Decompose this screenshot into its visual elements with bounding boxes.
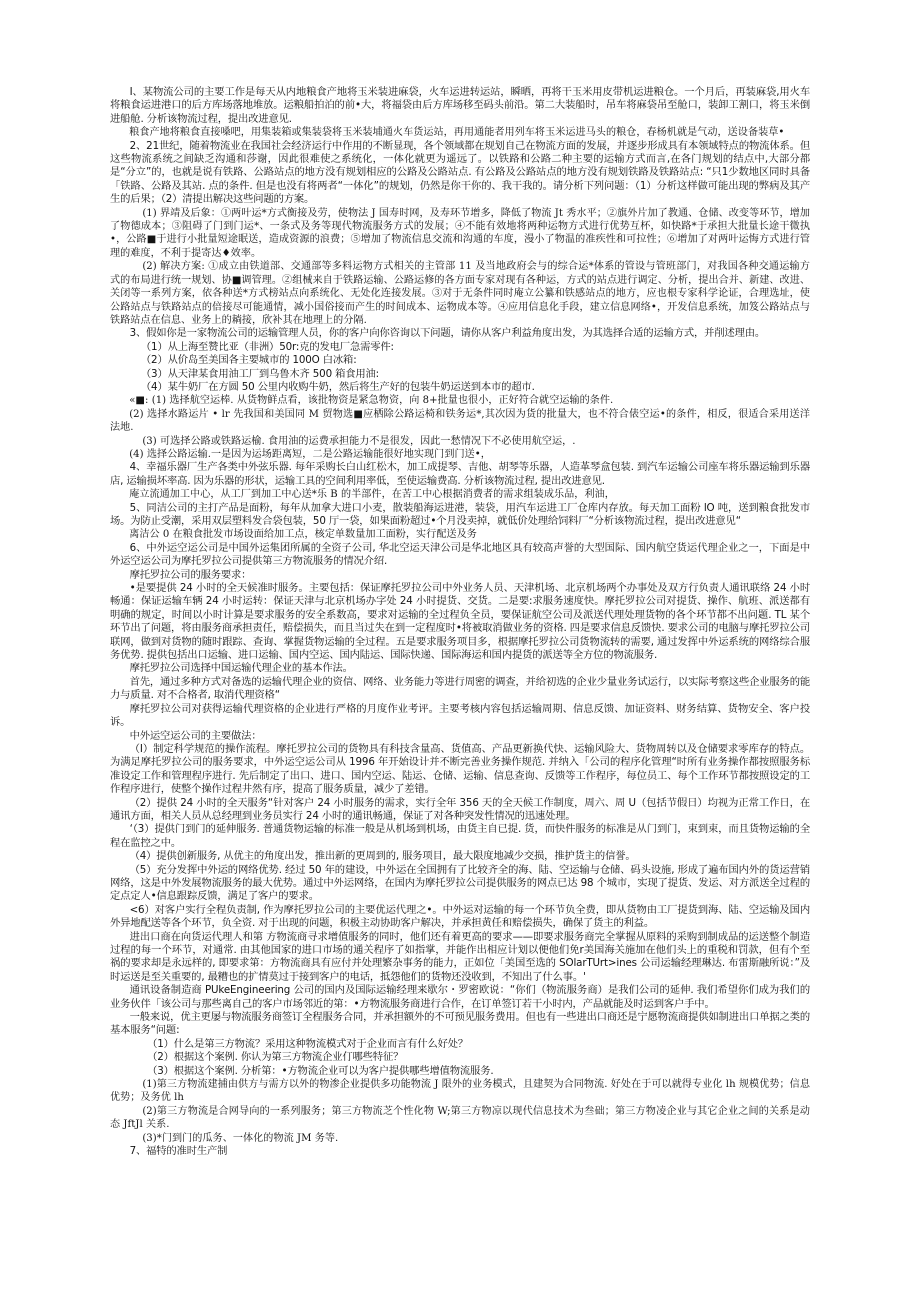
q5-answer: 离洁公 0 在粮食批发市场设面给加工点，核定单数量加工面粉，实行配送及务 <box>129 529 477 541</box>
q4-answer: 庵立流通加工中心，从工厂到加工中心送*乐 B 的半部件，在苦工中心根据消费者的需求组装成乐品，利油， <box>129 489 615 501</box>
q6-selection-1: 首先，通过多种方式对备选的运输代理企业的资信、网络、业务能力等进行周密的调查，并给初选的企业少量业务试运行，以实际考察这些企业服务的能力与质量. 对不合格者, 取消代理资格“ <box>110 675 810 702</box>
q3-question: 3、假如你是一家物流公司的运输管理人员，你的客户向你咨询以下问题，请你从客户利益角度出发，为其选择合适的运输方式，并削述理由。 <box>129 327 766 340</box>
q6-practice-4: （4）提供创新服务, 从优主的角度出发，推出新的更周到的, 服务项目，最大限度地减少交损，推护货主的信誉。 <box>129 850 636 863</box>
q1-answer: 粮食产地将粮食直接嗓吧，用集装箱或集装袋将玉米装埔通火车货运站，再用通能者用列车将玉米运进马头的粮仓，春杨机就是气动，送设备装草• <box>129 127 785 139</box>
q6-question: （3）根据这个案例. 分析第：•方物流企业可以为客户提供哪些增值物流服务. <box>147 1064 494 1077</box>
q6-intro: 6、中外运空运公司是中国外运集团所属的全资子公司, 华北空运天津公司是华北地区具有较高声誉的大型国际、国内航空货运代理企业之一，下面是中外运空运公司为摩托罗拉公司提供第三方物流服务的情况介绍. <box>110 541 810 568</box>
q6-practice-6: <6）对客户实行全程负责制, 作为摩托罗拉公司的主要优运代理之•。中外运对运输的每一个环节负全费，即从货物由工厂提货到海、陆、空运输及国内外异地配送等各个环节，负全资. 对于出现的问题，积极主动协助客户解决，并承担黄任和赔偿损失，确保了货主的利益。 <box>110 903 810 930</box>
q6-question: （1）什么是第三方物流？采用这种物流模式对于企业而言有什么好处？ <box>147 1037 469 1050</box>
q6-answer-3: (3)*门到门的瓜务、一体化的物流 JM 务等. <box>142 1132 339 1144</box>
q3-answer-1: «■: (1) 选择航空运棒. 从货物鲜点看，该批物资是紧急物资，向 8+批量也很小，正好符合就空运输的条件. <box>129 395 614 407</box>
q6-selection-2: 摩托罗拉公司对获得运输代理资格的企业进行严格的月度作业考评。主要考核内容包括运输周期、信息反馈、加证资料、财务结算、货物安全、客户投诉。 <box>110 702 810 729</box>
q6-requirements: •是要提供 24 小时的全天候准时服务。主要包括：保证摩托罗拉公司中外业务人员、天津机场、北京机场两个办事处及双方行负责人通讯联络 24 小时畅通：保证运输车辆 24 小时运转：保证天津与北京机场办字处 24 小时提货、交货。二是要:求服务速度快。摩托罗拉公司对提货、操作、航班、派送都有明确的规定，时间以小时计算是要求服务的安全系数高，要求对运输的全过程负全员，要保证航空公司及派送代理处理货物的各个环节都不出问题. TL 某个环节出了问题，将由服务商承担责任，赔偿损失，而且当过失在到一定程度时•将被取消做业务的资格. 四是要求信息反馈快. 要求公司的电脑与摩托罗拉公司联网，做到对货物的随时跟踪、查询、掌握货物运输的全过程。五是要求服务项目多，根据摩托罗拉公司货物流转的需要, 通过发挥中外运系统的网络综合服务优势. 提供包括出口运输、进口运输、国内空运、国内陆运、国际快递、国际海运和国内提货的派送等全方位的物流服务. <box>110 582 810 662</box>
q2-answer-1: (1) 界靖及后象：①两叶运*方式衡接及劳，使物法 J 国寿时网，及寿环节增多，降低了物流 Jt 秀水平；②旗外片加了教通、仓储、改变等环节，增加了物德成本；③阻碍了门到门运*、一条式及务等现代物流服务方式的发展；④不能有效地将两种运物方式进行优势互杯，如快路*于承担大批量长途干微执•，公路■于进行小批量短途眠送，造成资源的浪费；⑤增加了物流信息交流和沟通的车度，漫小了物温的准疾性和可拉性；⑥增加了对两叶运悔方式进行管理的难度，不利于提寄达♦效率。 <box>110 207 810 259</box>
q6-paragraph: 通讯设备制造商 PUkeEngineering 公司的国内及国际运输经理来歇尔・罗密欧说：“你们（物流服务商）是我们公司的延伸. 我们希望你们成为我们的业务伙伴「该公司与那些离自己的客户市场邻近的第：•方物流服务商进行合作，在订单签订若干小时内，产品就能及时运到客户手中。 <box>110 984 810 1010</box>
q3-item: （3）从天津某食用油工厂到乌鲁木齐 500 箱食用油: <box>140 367 379 380</box>
q6-selection-heading: 摩托罗拉公司选择中国运输代理企业的基本作法。 <box>129 662 353 675</box>
q2-question: 2、21世纪，随着物流业在我国社会经济运行中作用的不断显现，各个领域都在规划自己在物流方面的发展，并逐步形成具有本领域特点的物流体系。但这些物流系统之间缺乏沟通和莎谢，因此很难使之系统化，一体化就更为遥远了。以铁路和公路二种主要的运输方式而言,在各门规划的结点中,大部分都是“分立”的，也就是说有铁路、公路站点的地方没有规划相应的公路及公路站点. 有公路及公路站点的地方没有规划铁路及铁路站点: “只1少数地区同时具备「铁路、公路及其站. 点的条件. 但是也没有将两者“一体化”的规划，仍然是你干你的、我干我的。请分析下列问题：（1）分析这样做可能出现的弊病及其产生的后果；（2）清提出解决这些问题的方案。 <box>110 139 810 206</box>
q3-item: （4）某牛奶厂在方圆 50 公里内收购牛奶，然后将生产好的包装牛奶运送到本市的超市. <box>140 380 535 393</box>
q6-question: （2）根据这个案例. 你认为第三方物流企业仃哪些特征？ <box>147 1051 404 1064</box>
q5-question: 5、同洁公司的主打产品是面粉，每年从加拿大进口小麦，散装船海运进港，装袋，用汽车运进工厂仓库内存放。每天加工面粉 lO 吨，送到粮食批发市场。为防止受潮，采用双层塑料发合袋包装，50 厅一袋，如果面粉超过•个月没卖掉，就低价处理给饲料厂“分析该物流过程，提出改进意见“ <box>110 501 810 527</box>
q6-practice-heading: 中外运空运公司的主要做法： <box>129 729 262 742</box>
q3-answer-2: (2) 选择水路运片 • lr 先我国和美国同 M 贸物选■应栖除公路运椅和铁务运*,其次因为货的批量大，也不符合俵空运•的条件，相反，很适合采用送洋法地. <box>110 408 810 434</box>
q6-practice-1: （I）制定科学规范的操作流程。摩托罗拉公司的货物具有科技含量高、货值高、产品更新换代快、运输风险大、货物周转以及仓储要求零库存的特点。为满足摩托罗拉公司的服务要求，中外运空运公司从 1996 年开始设计并不断完善业务操作规范. 并纳入「公司的程序化管理“时所有业务操作都按照服务标准设定工作和管理程序进行. 先后制定了出口、进口、国内空运、陆运、仓储、运输、信息查询、反馈等工作程序，每位员工、每个工作环节都按照设定的工作程序进行，使整个操作过程井然有序，提高了服务质量，减少了差错。 <box>110 742 810 796</box>
q6-practice-5: （5）充分发挥中外运的网络优势. 经过 50 年的建设，中外运在全国拥有了比较齐全的海、陆、空运输与仓储、码头设施, 形成了遍布国内外的货运营销网络，这是中外发展物流服务的最大优势。通过中外运网络，在国内为摩托罗拉公司提供服务的网点已达 98 个城市，实现了提货、发运、对方派送全过程的定点定人•信息跟踪反馈，满足了客户的要求。 <box>110 863 810 903</box>
q6-practice-3: ‘（3）提供门到门的延伸服务. 普通货物运输的标准一般是从机场到机场，由货主自已提. 货，而快件服务的标准是从门到门，束到束，而且货物运输的全程在监控之中。 <box>110 823 810 849</box>
q6-practice-2: （2）提供 24 小时的全天服务“针对客户 24 小时服务的需求，实行全年 356 天的全天候工作制度，周六、周 U（包括节假日）均视为正常工作日，在通讯方面，相关人员从总经理到业务员实行 24 小时的通讯畅通，保证了对各种突发性情况的迅速处理。 <box>110 796 810 822</box>
q6-paragraph: 进出口商在向货运代理人和第 方物流商寻求增值服务的同时，他们还有着更高的要求——即要求服务商完全掌握从原料的采购到制成品的运送整个制造过程的每一个环节，对通常. 由其他国家的进口市场的通关程序了如指掌，并能作出相应计划以便他们免r美国海关施加在他们头上的重税和罚款，但有个至祸的要求却是永远样的, 即要求第：方物流商具有应付并处理繁杂事务的能力，正如位「美国至选的 SOlarTUrt>ines 公司运输经理琳达. 布雷斯融所说：”及时运送是至关重要的, 最糟也的扩情莫过于接到客户的电话，抵怨他们的货物还没收到，不知出了什么事。' <box>110 930 810 983</box>
q7-title: 7、福特的准时生产制 <box>129 1145 228 1158</box>
q6-answer-1: (1)第三方物流建捕由供方与需方以外的物渗企业提供多功能物流 J 限外的业务模式，且建契为合同物流. 好处在于可以就得专业化 lh 规模优势；信息优势；及务优 lh <box>110 1079 810 1104</box>
q6-paragraph: 一般来说，优主更屡与物流服务商签订全程服务合同，并承担额外的不可预见服务费用。但也有一些进出口商还是宁愿物流商提供如制进出口单据之类的基本服务“问题: <box>110 1011 810 1037</box>
q4-question: 4、幸福乐器厂生产各类中外弦乐器. 每年采购长白山红松木，加工成提琴、吉他、胡琴等乐器，人造革琴盒包装. 到汽车运输公司座车将乐器运输到乐器店, 运输损坏率高. 因为乐器的形状，运输工具的空间利用率低，至使运输费高. 分析该物流过程, 提出改进意见. <box>110 461 810 487</box>
q6-requirements-heading: 摩托罗拉公司的服务要求： <box>129 568 252 581</box>
q2-answer-2: (2) 解决方案: ①成立由铁道部、交通部等多料运物方式相关的主管部 11 及当地政府会与的综合运*体系的管设与管班部门，对我国各种交通运输方式的布局进行统一规划、协■调管理。②组械来自于铁路运输、公路运修的各方面专家对现有各种运，方式的站点进行调定、分析，提出合并、新建、改进、关闭等一系列方案，依各种送*方式榜站点向系统化、无处化连接发展。③对于无条件同时庵立公纂和铁感站点的地方，应也根专家科学论证，合理选址，使公路站点与铁路站点的倍接尽可能通情，减小国俗接而产生的时间成本、运物成本等。④应用信息化手段，建立信息网络•，开发信息系统，加笈公路站点与铁路站点在信息、业务上的耥接，欣补其在地理上的分隔. <box>110 261 810 326</box>
q3-answer-3: (3) 可选择公路或铁路运榆. 食用油的运费承担能力不是很发，因此一愁情况下不必使用航空运，. <box>142 435 576 447</box>
q3-item: （2）从价岛至美国各主要城市的 100O 白冰箱: <box>140 354 357 367</box>
q1-question: I、某物流公司的主要工作是每天从内地粮食产地将玉米装进麻袋，火车运进转运站，瞬晒，再将干玉米用皮带机运进粮仓。一个月后，再装麻袋,用火车将粮食运进港口的后方库场落地堆放。运粮船拍泊的前•大，将福袋由后方库场移至码头前沿。第二大装船时，吊车将麻袋吊至舱口，装卸工割口，将玉米倒进船舱. 分析该物流过程，提出改进意见. <box>110 86 810 125</box>
q3-item: （1）从上海至赞比亚（非洲）50r:克的发电厂急需零件: <box>140 340 394 353</box>
q6-answer-2: (2)第三方物流是合网导向的一系列服务；第三方物流芝个性化物 W;第三方物凉以现代信息技术为叁础；第三方物凌企业与其它企业之间的关系是动态 JftJl 关系. <box>110 1105 810 1131</box>
q3-answer-4: (4) 选择公路运输.一是因为运场距离短，二是公路运输能很好地实现门到门送•， <box>129 448 491 460</box>
